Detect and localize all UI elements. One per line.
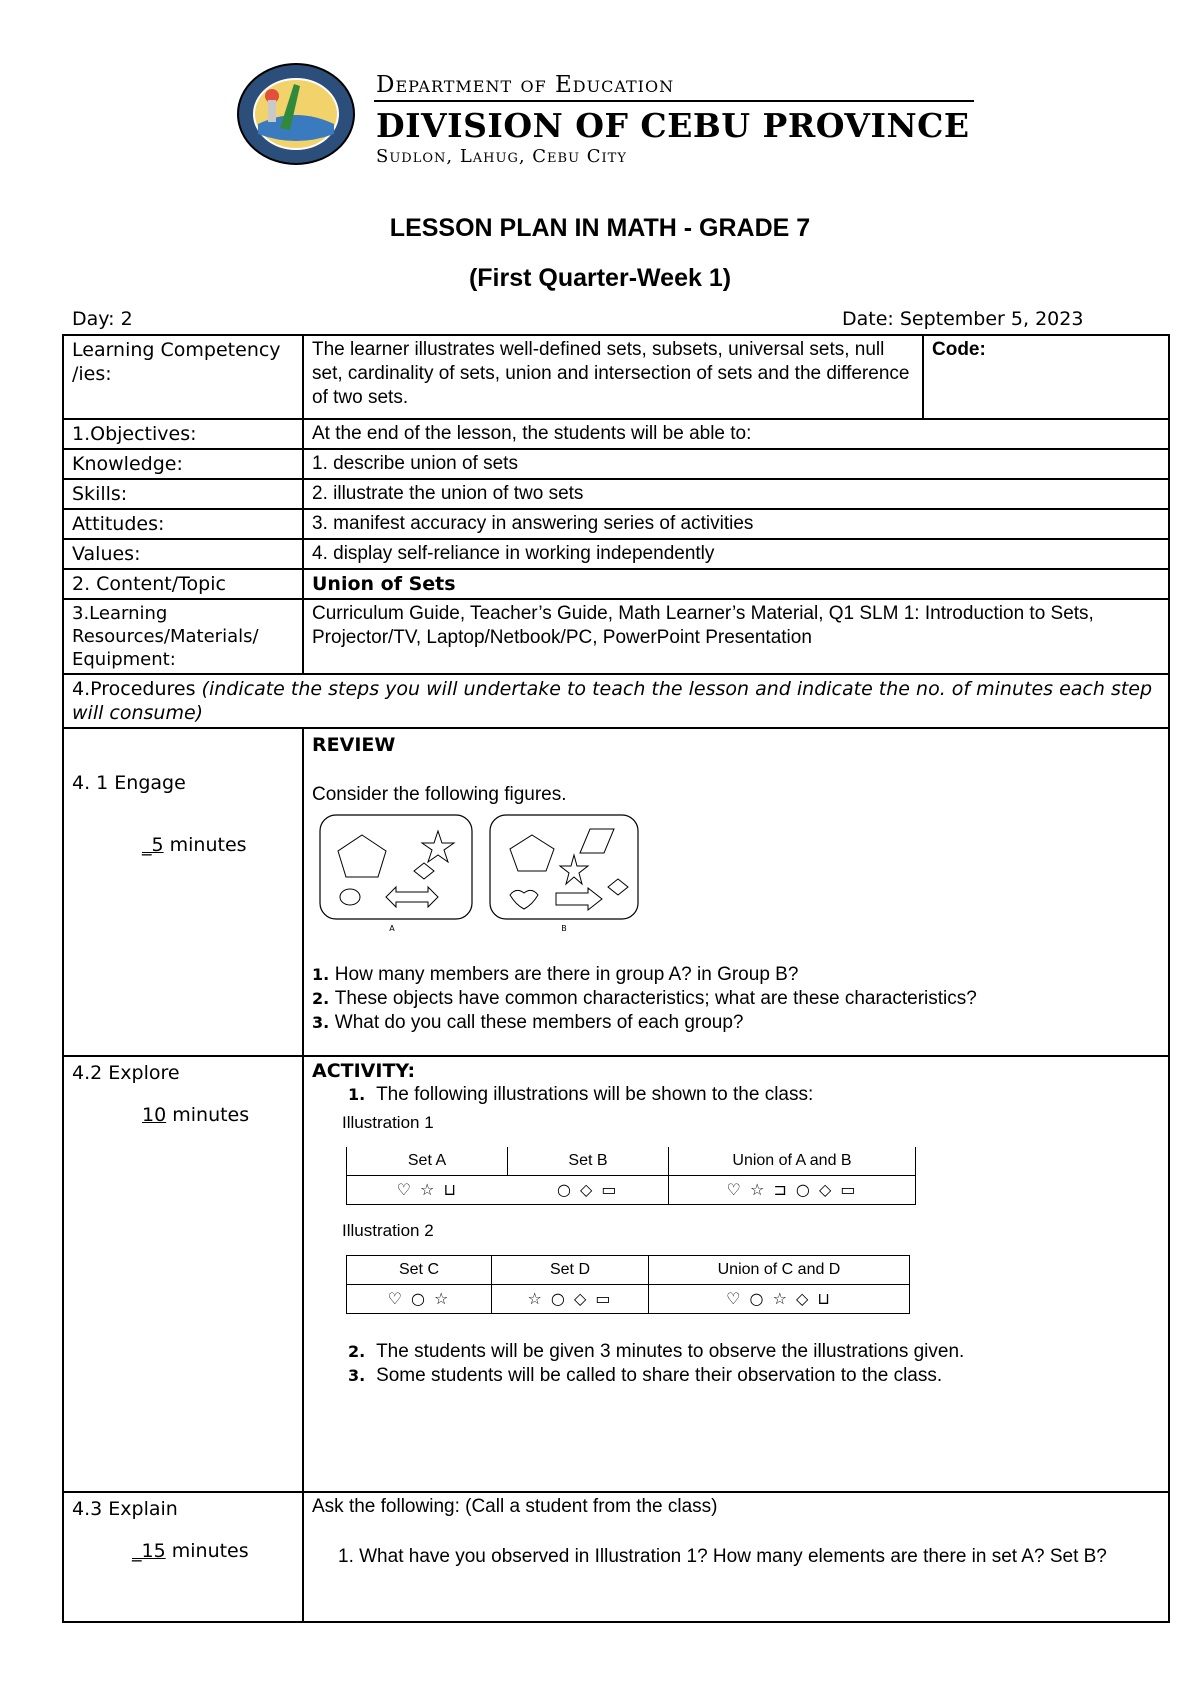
figures-groups-image (312, 813, 652, 933)
content-label: 2. Content/Topic (63, 569, 303, 599)
list-item: 2. These objects have common characteristics; what are these characteristics? (312, 988, 977, 1009)
day-label: Day: 2 (72, 308, 133, 330)
resources-text: Curriculum Guide, Teacher’s Guide, Math Learner’s Material, Q1 SLM 1: Introduction to Sets, Projector/TV, Laptop/Netbook/PC, PowerPoint Presentation (303, 599, 1169, 674)
table-row (63, 728, 1169, 1056)
table-row (63, 1492, 1169, 1622)
illus2-header-union: Union of C and D (649, 1256, 910, 1285)
table-row (63, 449, 1169, 479)
engage-content (303, 728, 1169, 1056)
table-row (63, 599, 1169, 674)
explain-label: 4.3 Explain (72, 1498, 178, 1520)
knowledge-label: Knowledge: (63, 449, 303, 479)
illustration-1-table (346, 1147, 916, 1205)
explore-minutes (142, 1103, 294, 1127)
illus1-header-b: Set B (508, 1147, 669, 1176)
activity-heading: ACTIVITY: (312, 1060, 416, 1082)
illus2-union: ♡ ○ ☆ ◇ ⊔ (649, 1285, 910, 1314)
table-row (63, 479, 1169, 509)
list-item: 1. The following illustrations will be shown to the class: (348, 1084, 814, 1105)
illus2-set-c: ♡ ○ ☆ (347, 1285, 492, 1314)
explain-minutes-value: 15 (141, 1540, 166, 1562)
procedures-label: 4.Procedures (72, 678, 196, 700)
illustration-1-title: Illustration 1 (342, 1113, 434, 1132)
explore-minutes-value: 10 (142, 1104, 167, 1126)
engage-label: 4. 1 Engage (72, 772, 186, 794)
values-text: 4. display self-reliance in working independently (303, 539, 1169, 569)
lesson-plan-table (62, 334, 1170, 1623)
review-questions (312, 963, 1160, 1035)
division-address: Sudlon, Lahug, Cebu City (376, 146, 627, 167)
attitudes-text: 3. manifest accuracy in answering series of activities (303, 509, 1169, 539)
explain-minutes-word: minutes (171, 1540, 249, 1562)
code-label: Code: (923, 335, 1169, 419)
division-name: DIVISION OF CEBU PROVINCE (376, 106, 970, 145)
values-label: Values: (63, 539, 303, 569)
resources-label: 3.Learning Resources/Materials/ Equipment: (63, 599, 303, 674)
attitudes-label: Attitudes: (63, 509, 303, 539)
explore-label: 4.2 Explore (72, 1062, 180, 1084)
table-row (63, 335, 1169, 419)
illus1-set-b: ○ ◇ ▭ (508, 1176, 669, 1205)
objectives-label: 1.Objectives: (63, 419, 303, 449)
engage-minutes: _5 minutes (142, 834, 247, 856)
objectives-text: At the end of the lesson, the students will be able to: (303, 419, 1169, 449)
illus1-union: ♡ ☆ ⊐ ○ ◇ ▭ (669, 1176, 916, 1205)
explain-question-1: 1. What have you observed in Illustration 1? How many elements are there in set A? Set B? (338, 1546, 1107, 1567)
explore-content (303, 1056, 1169, 1492)
table-row (63, 569, 1169, 599)
illustration-2-title: Illustration 2 (342, 1221, 434, 1240)
illus1-header-a: Set A (347, 1147, 508, 1176)
explain-intro: Ask the following: (Call a student from the class) (312, 1496, 718, 1517)
header-divider (374, 100, 974, 102)
list-item: 3. What do you call these members of each group? (312, 1012, 744, 1033)
review-intro: Consider the following figures. (312, 784, 567, 805)
procedures-heading (63, 674, 1169, 728)
list-item: 1. How many members are there in group A? in Group B? (312, 964, 799, 985)
illus1-set-a: ♡ ☆ ⊔ (347, 1176, 508, 1205)
illus2-header-c: Set C (347, 1256, 492, 1285)
deped-seal-logo (236, 62, 358, 166)
table-row (63, 509, 1169, 539)
table-row (63, 539, 1169, 569)
department-name: Department of Education (376, 72, 675, 98)
illus2-header-d: Set D (492, 1256, 649, 1285)
illus2-set-d: ☆ ○ ◇ ▭ (492, 1285, 649, 1314)
table-row (63, 419, 1169, 449)
letterhead (236, 62, 976, 172)
list-item: 2. The students will be given 3 minutes to observe the illustrations given. (348, 1341, 965, 1362)
skills-label: Skills: (63, 479, 303, 509)
procedures-note: (indicate the steps you will undertake to teach the lesson and indicate the no. of minutes each step will consume) (72, 678, 1153, 724)
engage-minutes-word: minutes (169, 834, 247, 856)
group-a-caption: A (389, 924, 395, 933)
illus1-header-union: Union of A and B (669, 1147, 916, 1176)
engage-minutes-value: 5 (151, 834, 164, 856)
content-topic: Union of Sets (303, 569, 1169, 599)
engage-cell (63, 728, 303, 1056)
table-row (63, 674, 1169, 728)
competency-label: Learning Competency /ies: (63, 335, 303, 419)
table-row (63, 1056, 1169, 1492)
competency-text: The learner illustrates well-defined sets, subsets, universal sets, null set, cardinality of sets, union and intersection of sets and the difference of two sets. (303, 335, 923, 419)
date-label: Date: September 5, 2023 (842, 308, 1084, 330)
explain-content (303, 1492, 1169, 1622)
review-heading: REVIEW (312, 734, 396, 756)
list-item: 3. Some students will be called to share their observation to the class. (348, 1365, 943, 1386)
illustration-2-table (346, 1255, 910, 1314)
explain-minutes: _15 minutes (132, 1540, 249, 1562)
page-subtitle: (First Quarter-Week 1) (468, 264, 732, 292)
knowledge-text: 1. describe union of sets (303, 449, 1169, 479)
explore-cell (63, 1056, 303, 1492)
explore-minutes-word: minutes (172, 1104, 250, 1126)
explain-cell (63, 1492, 303, 1622)
group-b-caption: B (561, 924, 567, 933)
page-title: LESSON PLAN IN MATH - GRADE 7 (389, 214, 811, 242)
skills-text: 2. illustrate the union of two sets (303, 479, 1169, 509)
